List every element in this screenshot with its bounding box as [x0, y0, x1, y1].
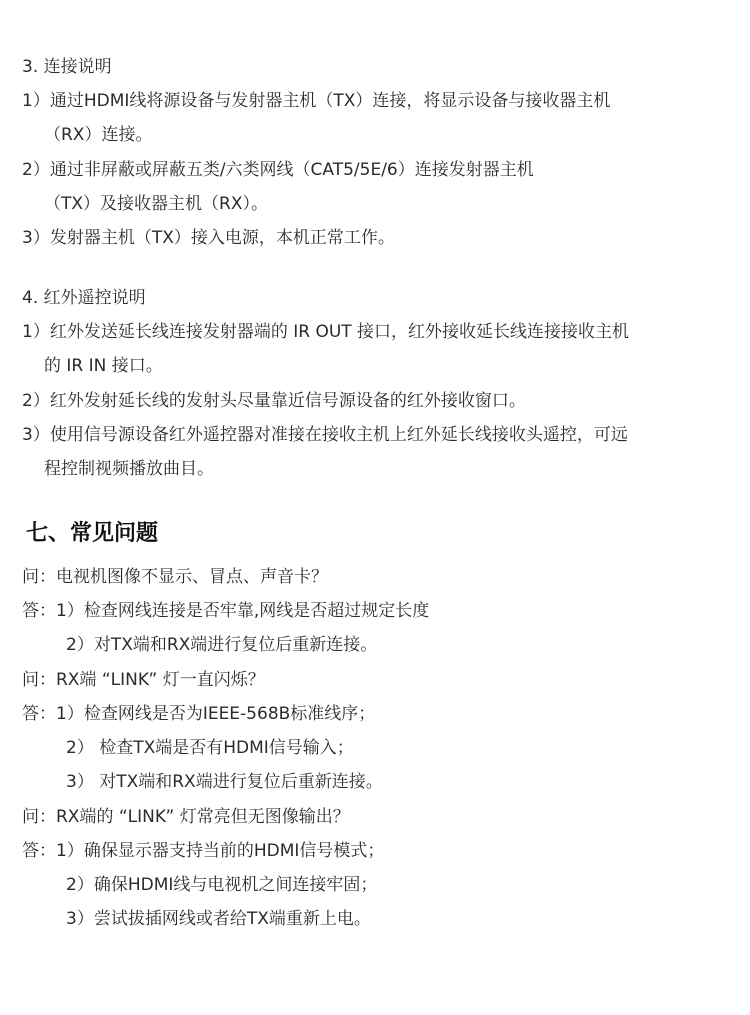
faq-question-2: 问：RX端 “LINK” 灯一直闪烁？: [22, 670, 265, 690]
section-4-item-2-line-1: 2）红外发射延长线的发射头尽量靠近信号源设备的红外接收窗口。: [22, 391, 526, 411]
faq-answer-2-3: 3） 对TX端和RX端进行复位后重新连接。: [66, 772, 383, 792]
faq-answer-2-2: 2） 检查TX端是否有HDMI信号输入；: [66, 738, 354, 758]
faq-heading: 七、常见问题: [26, 521, 159, 546]
faq-answer-1-2: 2）对TX端和RX端进行复位后重新连接。: [66, 635, 378, 655]
section-3-item-3-line-1: 3）发射器主机（TX）接入电源，本机正常工作。: [22, 228, 395, 248]
faq-question-3: 问：RX端的 “LINK” 灯常亮但无图像输出？: [22, 807, 350, 827]
faq-question-1: 问：电视机图像不显示、冒点、声音卡？: [22, 567, 328, 587]
section-3-item-1-line-2: （RX）连接。: [44, 125, 153, 145]
section-4-item-1-line-1: 1）红外发送延长线连接发射器端的 IR OUT 接口，红外接收延长线连接接收主机: [22, 322, 630, 342]
section-3-title: 3. 连接说明: [22, 57, 112, 77]
faq-answer-1-1: 答：1）检查网线连接是否牢靠,网线是否超过规定长度: [22, 601, 430, 621]
section-4-item-3-line-2: 程控制视频播放曲目。: [44, 459, 214, 479]
section-3-item-2-line-2: （TX）及接收器主机（RX）。: [44, 194, 268, 214]
section-4-item-3-line-1: 3）使用信号源设备红外遥控器对准接在接收主机上红外延长线接收头遥控，可远: [22, 425, 628, 445]
faq-answer-3-3: 3）尝试拔插网线或者给TX端重新上电。: [66, 909, 371, 929]
faq-answer-3-2: 2）确保HDMI线与电视机之间连接牢固；: [66, 875, 378, 895]
section-4-title: 4. 红外遥控说明: [22, 288, 146, 308]
faq-answer-2-1: 答：1）检查网线是否为IEEE-568B标准线序；: [22, 704, 376, 724]
section-3-item-1-line-1: 1）通过HDMI线将源设备与发射器主机（TX）连接，将显示设备与接收器主机: [22, 91, 611, 111]
section-3-item-2-line-1: 2）通过非屏蔽或屏蔽五类/六类网线（CAT5/5E/6）连接发射器主机: [22, 160, 534, 180]
faq-answer-3-1: 答：1）确保显示器支持当前的HDMI信号模式；: [22, 841, 385, 861]
section-4-item-1-line-2: 的 IR IN 接口。: [44, 356, 163, 376]
